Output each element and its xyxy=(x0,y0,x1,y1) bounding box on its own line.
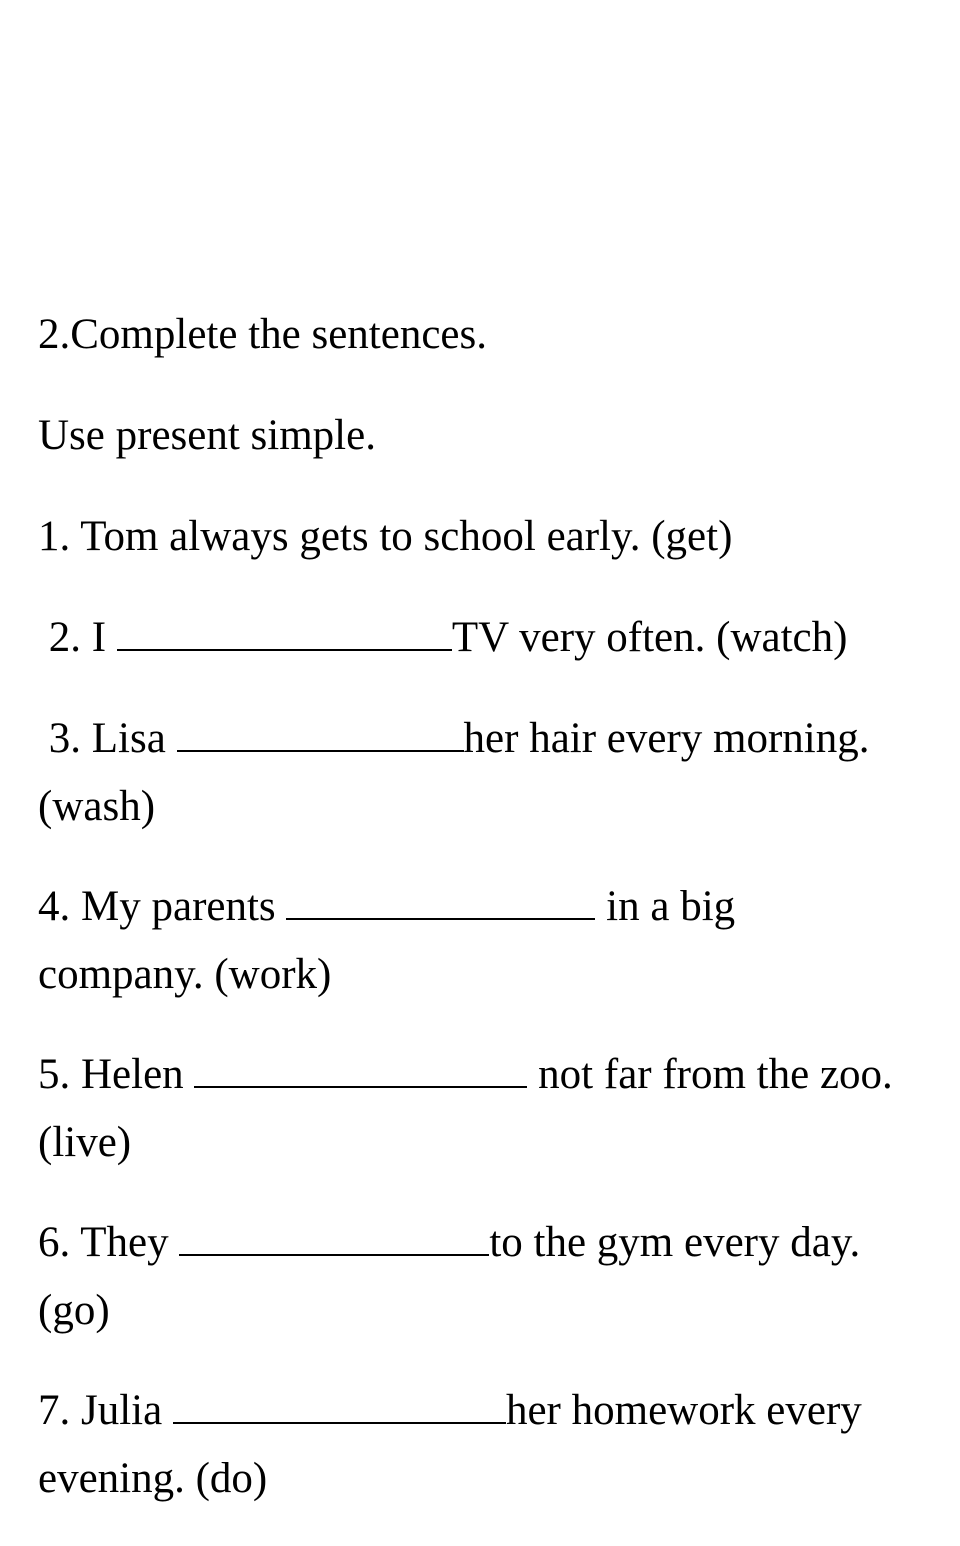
sentence-4-start: 4. My parents xyxy=(38,883,287,930)
answer-blank-7[interactable] xyxy=(173,1420,506,1424)
sentence-2 xyxy=(38,616,847,659)
sentence-4-wrap: company. (work) xyxy=(38,951,332,998)
sentence-3-end: her hair every morning. xyxy=(463,715,870,762)
sentence-7-end: her homework every xyxy=(505,1387,862,1434)
sentence-4 xyxy=(38,885,735,928)
sentence-5-wrap: (live) xyxy=(38,1119,132,1166)
sentence-5 xyxy=(38,1053,893,1096)
answer-blank-6[interactable] xyxy=(179,1252,489,1256)
sentence-5-start: 5. Helen xyxy=(38,1051,195,1098)
sentence-4-end: in a big xyxy=(595,883,736,930)
answer-blank-2[interactable] xyxy=(117,647,452,651)
sentence-7 xyxy=(38,1389,862,1432)
example-sentence: 1. Tom always gets to school early. (get) xyxy=(38,513,733,560)
sentence-6 xyxy=(38,1221,860,1264)
answer-blank-5[interactable] xyxy=(194,1084,527,1088)
answer-blank-3[interactable] xyxy=(177,748,464,752)
exercise-heading: 2.Complete the sentences. xyxy=(38,311,487,358)
sentence-6-start: 6. They xyxy=(38,1219,180,1266)
sentence-5-end: not far from the zoo. xyxy=(527,1051,893,1098)
sentence-2-end: TV very often. (watch) xyxy=(451,614,848,661)
sentence-7-wrap: evening. (do) xyxy=(38,1455,268,1502)
exercise-instruction: Use present simple. xyxy=(38,412,376,459)
sentence-6-wrap: (go) xyxy=(38,1287,110,1334)
sentence-6-end: to the gym every day. xyxy=(489,1219,861,1266)
sentence-3-wrap: (wash) xyxy=(38,783,156,830)
sentence-3-start: 3. Lisa xyxy=(38,715,177,762)
answer-blank-4[interactable] xyxy=(286,916,595,920)
sentence-2-start: 2. I xyxy=(38,614,117,661)
sentence-3 xyxy=(38,717,870,760)
sentence-7-start: 7. Julia xyxy=(38,1387,173,1434)
